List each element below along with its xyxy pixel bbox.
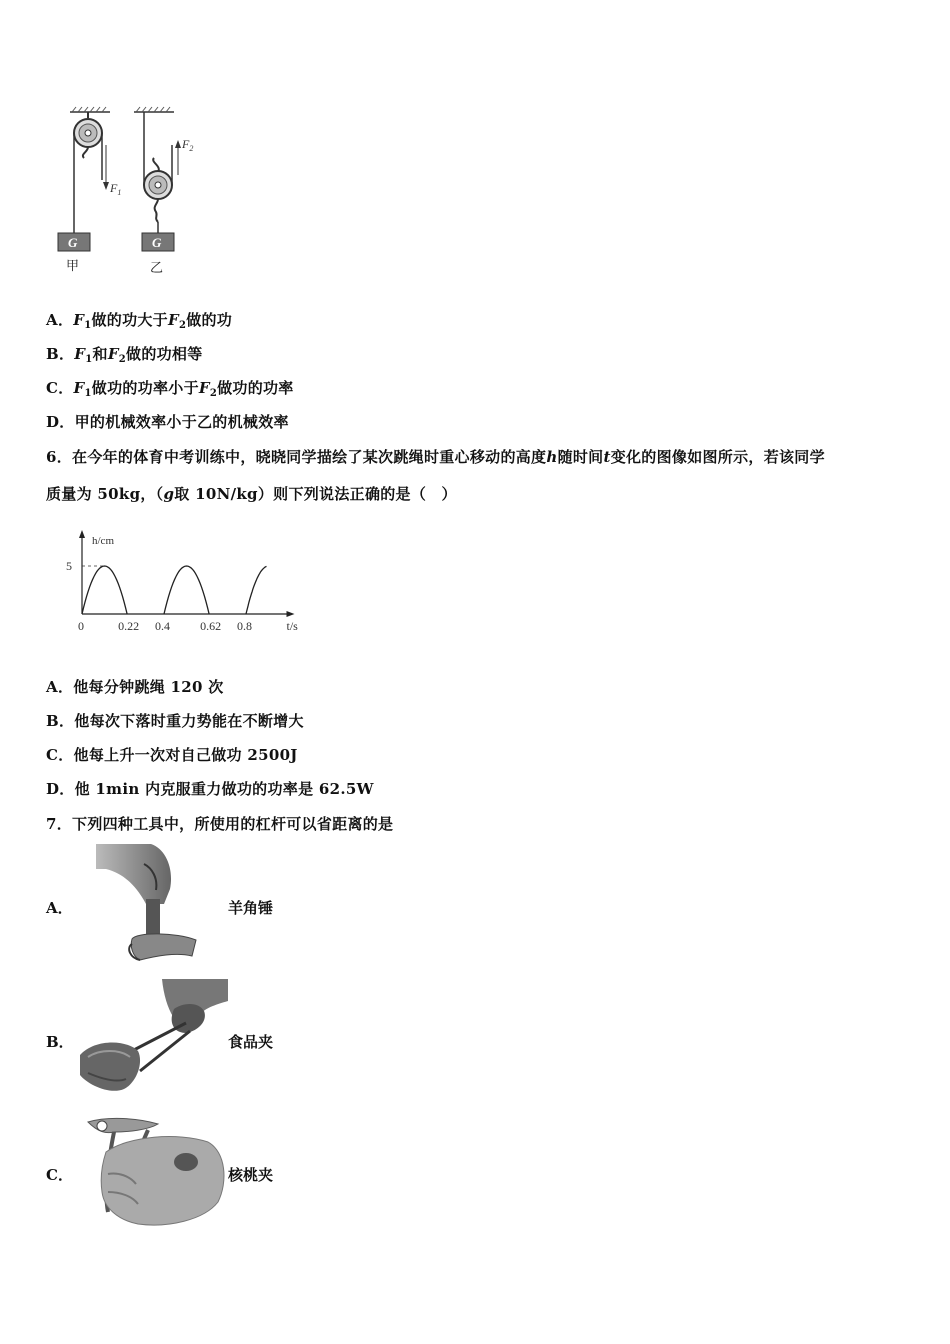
x-tick-label: 0.8 — [237, 619, 252, 633]
label-jia: 甲 — [66, 259, 80, 274]
q6-stem-line1: 6．在今年的体育中考训练中，晓晓同学描绘了某次跳绳时重心移动的高度h随时间t变化的图像如图所示，若该同学 — [46, 448, 825, 466]
q6-option-c: C．他每上升一次对自己做功 2500J — [46, 746, 298, 764]
x-tick-label: 0 — [78, 619, 84, 633]
q7-option-a-label: A． — [46, 899, 73, 917]
q6-option-b: B．他每次下落时重力势能在不断增大 — [46, 712, 304, 730]
q7-stem: 7．下列四种工具中，所使用的杠杆可以省距离的是 — [46, 815, 394, 833]
q6-option-d: D．他 1min 内克服重力做功的功率是 62.5W — [46, 780, 374, 798]
weight-label-yi: G — [152, 235, 162, 250]
q7-option-b-name: 食品夹 — [228, 1033, 274, 1051]
force2-label: $F_2$ — [182, 137, 194, 153]
x-axis-label: t/s — [286, 619, 298, 633]
height-time-chart — [58, 528, 298, 644]
x-axis-arrow — [287, 611, 295, 617]
label-yi: 乙 — [150, 261, 164, 276]
q5-option-b: B．$F_1$和$F_2$做的功相等 — [46, 345, 203, 365]
series-line-jump2 — [164, 566, 209, 614]
pulley-figure — [50, 100, 210, 280]
q5-option-d: D．甲的机械效率小于乙的机械效率 — [46, 413, 289, 431]
series-line-jump3 — [246, 566, 267, 614]
y-axis-label: h/cm — [92, 535, 114, 547]
q5-option-a: A．$F_1$做的功大于$F_2$做的功 — [46, 311, 233, 331]
force1-label: $F_1$ — [110, 181, 122, 197]
series-line-jump1 — [82, 566, 127, 614]
q6-option-a: A．他每分钟跳绳 120 次 — [46, 678, 224, 696]
movable-pulley-yi — [134, 107, 181, 251]
x-tick-label: 0.22 — [118, 619, 140, 633]
weight-label-jia: G — [68, 235, 78, 250]
q7-option-b-label: B． — [46, 1033, 74, 1051]
claw-hammer-image — [96, 844, 206, 962]
fixed-pulley-jia — [58, 107, 110, 251]
y-axis-arrow — [79, 530, 85, 538]
q7-option-a-name: 羊角锤 — [228, 899, 274, 917]
x-tick-label: 0.62 — [200, 619, 222, 633]
q6-stem-line2: 质量为 50kg，（g取 10N/kg）则下列说法正确的是（ ） — [46, 485, 457, 503]
y-tick-label: 5 — [66, 559, 72, 573]
food-tongs-image — [74, 979, 228, 1097]
x-tick-label: 0.4 — [155, 619, 170, 633]
q7-option-c-name: 核桃夹 — [228, 1166, 274, 1184]
q5-option-c: C．$F_1$做功的功率小于$F_2$做功的功率 — [46, 379, 294, 399]
nutcracker-image — [78, 1112, 228, 1228]
q7-option-c-label: C． — [46, 1166, 73, 1184]
